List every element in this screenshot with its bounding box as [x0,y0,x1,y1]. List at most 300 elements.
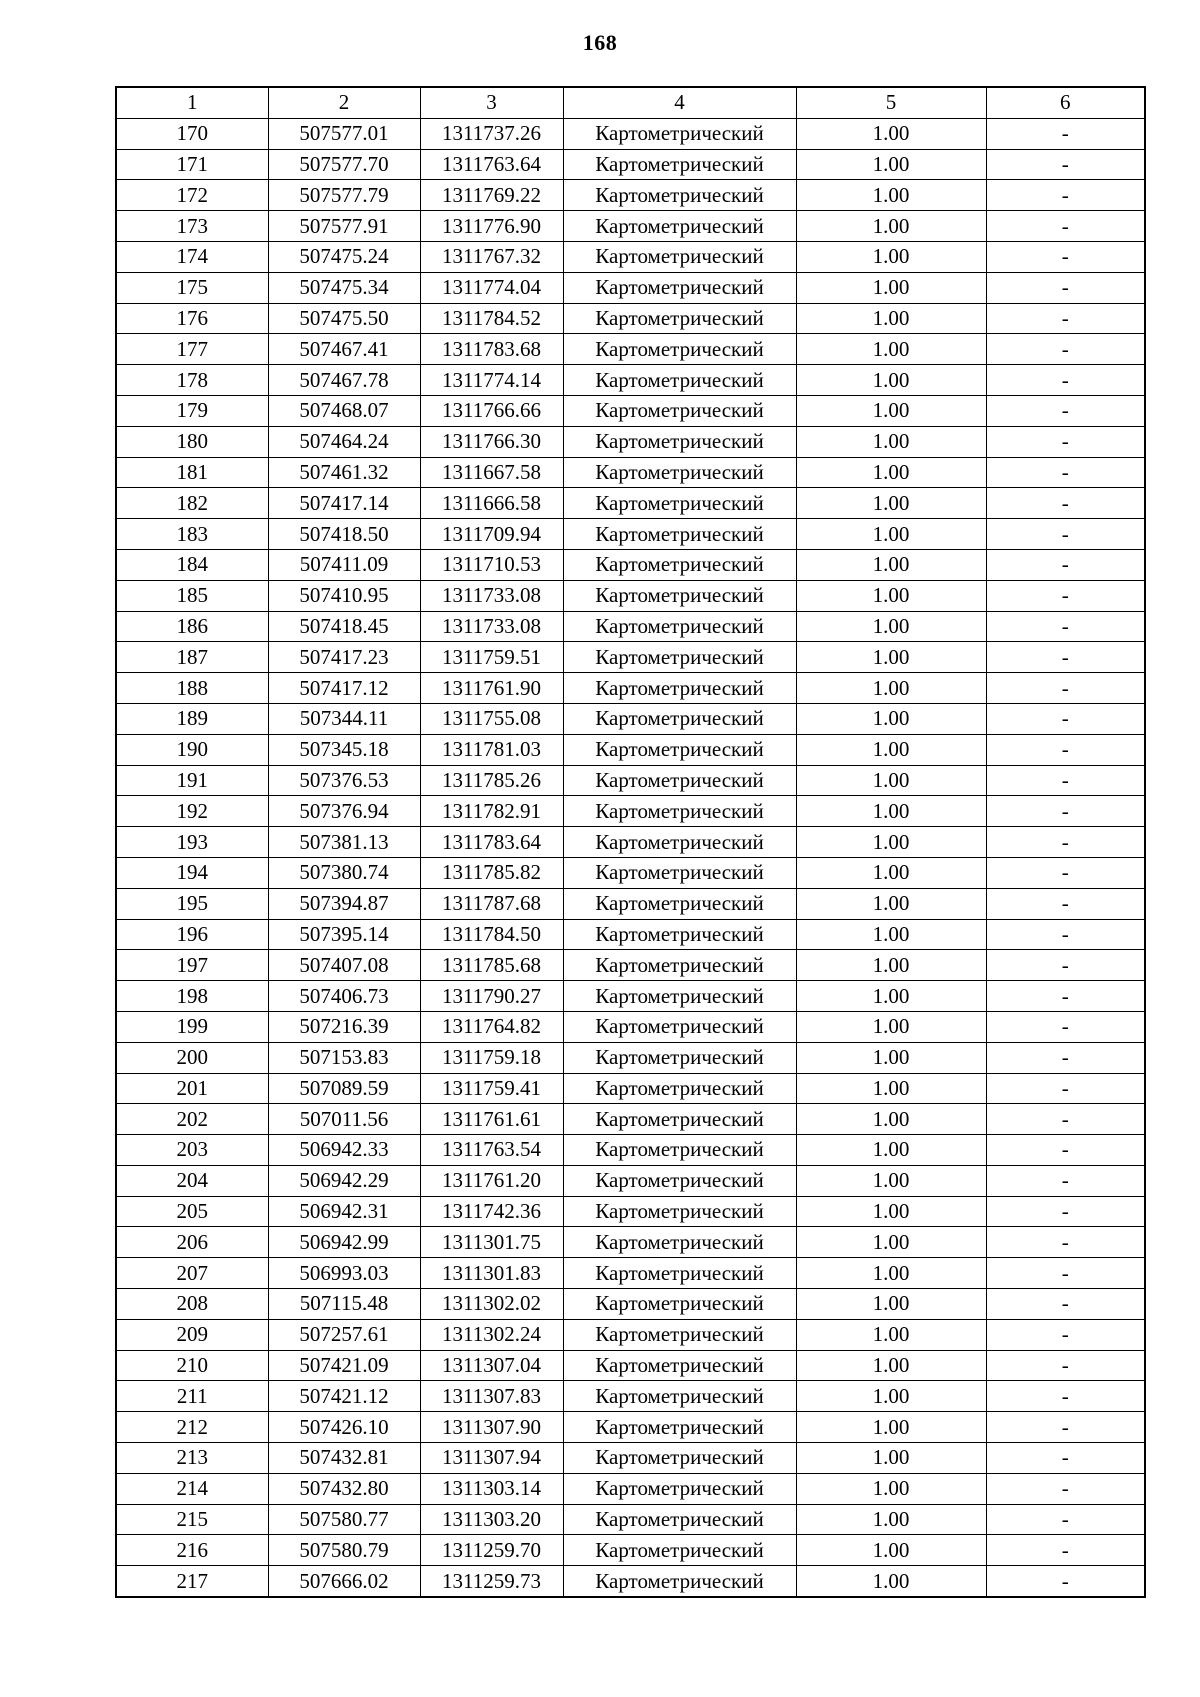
y-coordinate-cell: 1311781.03 [420,734,563,765]
y-coordinate-cell: 1311737.26 [420,118,563,149]
point-number-cell: 181 [116,457,268,488]
accuracy-cell: 1.00 [796,1412,986,1443]
x-coordinate-cell: 506942.99 [268,1227,420,1258]
accuracy-cell: 1.00 [796,1227,986,1258]
table-row [116,703,1145,734]
column-header: 3 [420,87,563,118]
table-row [116,1381,1145,1412]
note-cell: - [986,827,1145,858]
accuracy-cell: 1.00 [796,1350,986,1381]
table-row [116,827,1145,858]
y-coordinate-cell: 1311302.24 [420,1319,563,1350]
note-cell: - [986,1443,1145,1474]
method-cell: Картометрический [563,1350,796,1381]
column-header: 2 [268,87,420,118]
method-cell: Картометрический [563,1412,796,1443]
point-number-cell: 213 [116,1443,268,1474]
y-coordinate-cell: 1311782.91 [420,796,563,827]
y-coordinate-cell: 1311759.41 [420,1073,563,1104]
accuracy-cell: 1.00 [796,519,986,550]
accuracy-cell: 1.00 [796,549,986,580]
y-coordinate-cell: 1311307.83 [420,1381,563,1412]
note-cell: - [986,703,1145,734]
table-row [116,149,1145,180]
accuracy-cell: 1.00 [796,888,986,919]
accuracy-cell: 1.00 [796,488,986,519]
note-cell: - [986,426,1145,457]
method-cell: Картометрический [563,1104,796,1135]
method-cell: Картометрический [563,334,796,365]
column-header: 6 [986,87,1145,118]
method-cell: Картометрический [563,981,796,1012]
note-cell: - [986,1258,1145,1289]
x-coordinate-cell: 507577.70 [268,149,420,180]
table-row [116,241,1145,272]
x-coordinate-cell: 507475.50 [268,303,420,334]
y-coordinate-cell: 1311767.32 [420,241,563,272]
point-number-cell: 203 [116,1135,268,1166]
y-coordinate-cell: 1311307.04 [420,1350,563,1381]
accuracy-cell: 1.00 [796,365,986,396]
table-row [116,118,1145,149]
method-cell: Картометрический [563,118,796,149]
table-row [116,549,1145,580]
x-coordinate-cell: 507153.83 [268,1042,420,1073]
x-coordinate-cell: 507411.09 [268,549,420,580]
point-number-cell: 196 [116,919,268,950]
note-cell: - [986,1350,1145,1381]
column-header: 1 [116,87,268,118]
table-row [116,457,1145,488]
method-cell: Картометрический [563,1258,796,1289]
table-row [116,1350,1145,1381]
note-cell: - [986,1196,1145,1227]
x-coordinate-cell: 507417.14 [268,488,420,519]
note-cell: - [986,1011,1145,1042]
method-cell: Картометрический [563,1473,796,1504]
point-number-cell: 176 [116,303,268,334]
note-cell: - [986,488,1145,519]
note-cell: - [986,919,1145,950]
point-number-cell: 197 [116,950,268,981]
x-coordinate-cell: 507376.94 [268,796,420,827]
coordinates-table [115,86,1146,1598]
y-coordinate-cell: 1311776.90 [420,211,563,242]
y-coordinate-cell: 1311774.14 [420,365,563,396]
point-number-cell: 209 [116,1319,268,1350]
point-number-cell: 215 [116,1504,268,1535]
point-number-cell: 184 [116,549,268,580]
x-coordinate-cell: 507580.79 [268,1535,420,1566]
point-number-cell: 171 [116,149,268,180]
table-row [116,1104,1145,1135]
y-coordinate-cell: 1311733.08 [420,611,563,642]
method-cell: Картометрический [563,426,796,457]
method-cell: Картометрический [563,1196,796,1227]
accuracy-cell: 1.00 [796,1289,986,1320]
accuracy-cell: 1.00 [796,118,986,149]
accuracy-cell: 1.00 [796,1258,986,1289]
accuracy-cell: 1.00 [796,919,986,950]
note-cell: - [986,857,1145,888]
point-number-cell: 211 [116,1381,268,1412]
x-coordinate-cell: 507376.53 [268,765,420,796]
method-cell: Картометрический [563,272,796,303]
y-coordinate-cell: 1311783.68 [420,334,563,365]
point-number-cell: 214 [116,1473,268,1504]
accuracy-cell: 1.00 [796,611,986,642]
note-cell: - [986,303,1145,334]
accuracy-cell: 1.00 [796,1504,986,1535]
point-number-cell: 212 [116,1412,268,1443]
table-row [116,303,1145,334]
x-coordinate-cell: 507417.12 [268,673,420,704]
method-cell: Картометрический [563,180,796,211]
point-number-cell: 174 [116,241,268,272]
point-number-cell: 195 [116,888,268,919]
y-coordinate-cell: 1311259.73 [420,1566,563,1597]
x-coordinate-cell: 507407.08 [268,950,420,981]
table-row [116,365,1145,396]
x-coordinate-cell: 507395.14 [268,919,420,950]
accuracy-cell: 1.00 [796,1319,986,1350]
table-row [116,1566,1145,1597]
point-number-cell: 178 [116,365,268,396]
method-cell: Картометрический [563,395,796,426]
accuracy-cell: 1.00 [796,827,986,858]
method-cell: Картометрический [563,950,796,981]
y-coordinate-cell: 1311307.94 [420,1443,563,1474]
point-number-cell: 217 [116,1566,268,1597]
y-coordinate-cell: 1311785.26 [420,765,563,796]
y-coordinate-cell: 1311759.18 [420,1042,563,1073]
accuracy-cell: 1.00 [796,703,986,734]
y-coordinate-cell: 1311766.30 [420,426,563,457]
x-coordinate-cell: 507011.56 [268,1104,420,1135]
x-coordinate-cell: 507394.87 [268,888,420,919]
table-row [116,611,1145,642]
x-coordinate-cell: 507344.11 [268,703,420,734]
note-cell: - [986,1073,1145,1104]
y-coordinate-cell: 1311787.68 [420,888,563,919]
method-cell: Картометрический [563,457,796,488]
y-coordinate-cell: 1311666.58 [420,488,563,519]
note-cell: - [986,241,1145,272]
method-cell: Картометрический [563,1443,796,1474]
y-coordinate-cell: 1311761.20 [420,1165,563,1196]
accuracy-cell: 1.00 [796,1042,986,1073]
accuracy-cell: 1.00 [796,1104,986,1135]
method-cell: Картометрический [563,703,796,734]
y-coordinate-cell: 1311761.90 [420,673,563,704]
note-cell: - [986,642,1145,673]
table-body [116,118,1145,1597]
note-cell: - [986,1104,1145,1135]
point-number-cell: 200 [116,1042,268,1073]
note-cell: - [986,673,1145,704]
table-row [116,1443,1145,1474]
x-coordinate-cell: 507380.74 [268,857,420,888]
x-coordinate-cell: 507410.95 [268,580,420,611]
column-header: 5 [796,87,986,118]
method-cell: Картометрический [563,611,796,642]
x-coordinate-cell: 507432.81 [268,1443,420,1474]
method-cell: Картометрический [563,1011,796,1042]
note-cell: - [986,395,1145,426]
x-coordinate-cell: 506993.03 [268,1258,420,1289]
x-coordinate-cell: 507467.78 [268,365,420,396]
method-cell: Картометрический [563,919,796,950]
accuracy-cell: 1.00 [796,211,986,242]
x-coordinate-cell: 506942.31 [268,1196,420,1227]
table-row [116,642,1145,673]
note-cell: - [986,272,1145,303]
accuracy-cell: 1.00 [796,334,986,365]
table-row [116,272,1145,303]
accuracy-cell: 1.00 [796,1535,986,1566]
note-cell: - [986,149,1145,180]
point-number-cell: 182 [116,488,268,519]
accuracy-cell: 1.00 [796,1011,986,1042]
method-cell: Картометрический [563,765,796,796]
point-number-cell: 187 [116,642,268,673]
y-coordinate-cell: 1311763.54 [420,1135,563,1166]
point-number-cell: 186 [116,611,268,642]
table-row [116,211,1145,242]
y-coordinate-cell: 1311763.64 [420,149,563,180]
table-row [116,734,1145,765]
y-coordinate-cell: 1311733.08 [420,580,563,611]
point-number-cell: 201 [116,1073,268,1104]
y-coordinate-cell: 1311742.36 [420,1196,563,1227]
note-cell: - [986,118,1145,149]
accuracy-cell: 1.00 [796,734,986,765]
y-coordinate-cell: 1311785.68 [420,950,563,981]
note-cell: - [986,211,1145,242]
accuracy-cell: 1.00 [796,1473,986,1504]
table-row [116,426,1145,457]
method-cell: Картометрический [563,642,796,673]
note-cell: - [986,365,1145,396]
note-cell: - [986,1412,1145,1443]
x-coordinate-cell: 506942.29 [268,1165,420,1196]
note-cell: - [986,180,1145,211]
y-coordinate-cell: 1311303.20 [420,1504,563,1535]
point-number-cell: 192 [116,796,268,827]
y-coordinate-cell: 1311259.70 [420,1535,563,1566]
table-row [116,1073,1145,1104]
accuracy-cell: 1.00 [796,395,986,426]
accuracy-cell: 1.00 [796,1443,986,1474]
accuracy-cell: 1.00 [796,580,986,611]
x-coordinate-cell: 507475.24 [268,241,420,272]
table-row [116,796,1145,827]
table-row [116,395,1145,426]
method-cell: Картометрический [563,1504,796,1535]
x-coordinate-cell: 507421.09 [268,1350,420,1381]
point-number-cell: 210 [116,1350,268,1381]
note-cell: - [986,457,1145,488]
method-cell: Картометрический [563,888,796,919]
note-cell: - [986,981,1145,1012]
method-cell: Картометрический [563,1227,796,1258]
method-cell: Картометрический [563,303,796,334]
method-cell: Картометрический [563,857,796,888]
table-row [116,888,1145,919]
point-number-cell: 198 [116,981,268,1012]
y-coordinate-cell: 1311784.52 [420,303,563,334]
method-cell: Картометрический [563,1135,796,1166]
accuracy-cell: 1.00 [796,642,986,673]
method-cell: Картометрический [563,549,796,580]
note-cell: - [986,1504,1145,1535]
point-number-cell: 199 [116,1011,268,1042]
x-coordinate-cell: 507468.07 [268,395,420,426]
accuracy-cell: 1.00 [796,426,986,457]
table-row [116,180,1145,211]
table-row [116,334,1145,365]
x-coordinate-cell: 507417.23 [268,642,420,673]
accuracy-cell: 1.00 [796,457,986,488]
y-coordinate-cell: 1311301.83 [420,1258,563,1289]
accuracy-cell: 1.00 [796,272,986,303]
method-cell: Картометрический [563,241,796,272]
y-coordinate-cell: 1311755.08 [420,703,563,734]
table-row [116,1227,1145,1258]
accuracy-cell: 1.00 [796,673,986,704]
y-coordinate-cell: 1311785.82 [420,857,563,888]
point-number-cell: 207 [116,1258,268,1289]
method-cell: Картометрический [563,580,796,611]
table-row [116,1011,1145,1042]
y-coordinate-cell: 1311783.64 [420,827,563,858]
point-number-cell: 193 [116,827,268,858]
y-coordinate-cell: 1311784.50 [420,919,563,950]
table-header-row [116,87,1145,118]
method-cell: Картометрический [563,1042,796,1073]
method-cell: Картометрический [563,1073,796,1104]
accuracy-cell: 1.00 [796,1196,986,1227]
table-row [116,1319,1145,1350]
table-row [116,950,1145,981]
method-cell: Картометрический [563,673,796,704]
table-row [116,1535,1145,1566]
point-number-cell: 216 [116,1535,268,1566]
y-coordinate-cell: 1311769.22 [420,180,563,211]
table-row [116,580,1145,611]
x-coordinate-cell: 507432.80 [268,1473,420,1504]
column-header: 4 [563,87,796,118]
accuracy-cell: 1.00 [796,950,986,981]
table-row [116,1412,1145,1443]
x-coordinate-cell: 507580.77 [268,1504,420,1535]
note-cell: - [986,1473,1145,1504]
point-number-cell: 170 [116,118,268,149]
y-coordinate-cell: 1311307.90 [420,1412,563,1443]
x-coordinate-cell: 507666.02 [268,1566,420,1597]
table-row [116,981,1145,1012]
method-cell: Картометрический [563,827,796,858]
point-number-cell: 202 [116,1104,268,1135]
x-coordinate-cell: 506942.33 [268,1135,420,1166]
table-row [116,1135,1145,1166]
y-coordinate-cell: 1311766.66 [420,395,563,426]
x-coordinate-cell: 507115.48 [268,1289,420,1320]
point-number-cell: 175 [116,272,268,303]
method-cell: Картометрический [563,734,796,765]
point-number-cell: 179 [116,395,268,426]
note-cell: - [986,1566,1145,1597]
table-row [116,1042,1145,1073]
point-number-cell: 173 [116,211,268,242]
x-coordinate-cell: 507418.45 [268,611,420,642]
method-cell: Картометрический [563,1319,796,1350]
x-coordinate-cell: 507426.10 [268,1412,420,1443]
note-cell: - [986,796,1145,827]
point-number-cell: 190 [116,734,268,765]
y-coordinate-cell: 1311774.04 [420,272,563,303]
table-row [116,1473,1145,1504]
table-row [116,857,1145,888]
accuracy-cell: 1.00 [796,1165,986,1196]
note-cell: - [986,1381,1145,1412]
note-cell: - [986,611,1145,642]
accuracy-cell: 1.00 [796,857,986,888]
x-coordinate-cell: 507577.79 [268,180,420,211]
x-coordinate-cell: 507464.24 [268,426,420,457]
accuracy-cell: 1.00 [796,1073,986,1104]
x-coordinate-cell: 507577.01 [268,118,420,149]
point-number-cell: 177 [116,334,268,365]
y-coordinate-cell: 1311709.94 [420,519,563,550]
y-coordinate-cell: 1311302.02 [420,1289,563,1320]
note-cell: - [986,1135,1145,1166]
x-coordinate-cell: 507216.39 [268,1011,420,1042]
point-number-cell: 206 [116,1227,268,1258]
accuracy-cell: 1.00 [796,1135,986,1166]
y-coordinate-cell: 1311764.82 [420,1011,563,1042]
point-number-cell: 204 [116,1165,268,1196]
y-coordinate-cell: 1311301.75 [420,1227,563,1258]
accuracy-cell: 1.00 [796,303,986,334]
point-number-cell: 189 [116,703,268,734]
method-cell: Картометрический [563,519,796,550]
point-number-cell: 183 [116,519,268,550]
note-cell: - [986,1319,1145,1350]
accuracy-cell: 1.00 [796,796,986,827]
accuracy-cell: 1.00 [796,981,986,1012]
point-number-cell: 172 [116,180,268,211]
note-cell: - [986,1165,1145,1196]
x-coordinate-cell: 507345.18 [268,734,420,765]
accuracy-cell: 1.00 [796,149,986,180]
table-row [116,1165,1145,1196]
point-number-cell: 185 [116,580,268,611]
x-coordinate-cell: 507475.34 [268,272,420,303]
note-cell: - [986,1289,1145,1320]
point-number-cell: 205 [116,1196,268,1227]
point-number-cell: 208 [116,1289,268,1320]
note-cell: - [986,765,1145,796]
table-row [116,519,1145,550]
method-cell: Картометрический [563,1566,796,1597]
x-coordinate-cell: 507461.32 [268,457,420,488]
note-cell: - [986,950,1145,981]
page-number: 168 [582,30,618,55]
point-number-cell: 188 [116,673,268,704]
table-row [116,1289,1145,1320]
method-cell: Картометрический [563,149,796,180]
